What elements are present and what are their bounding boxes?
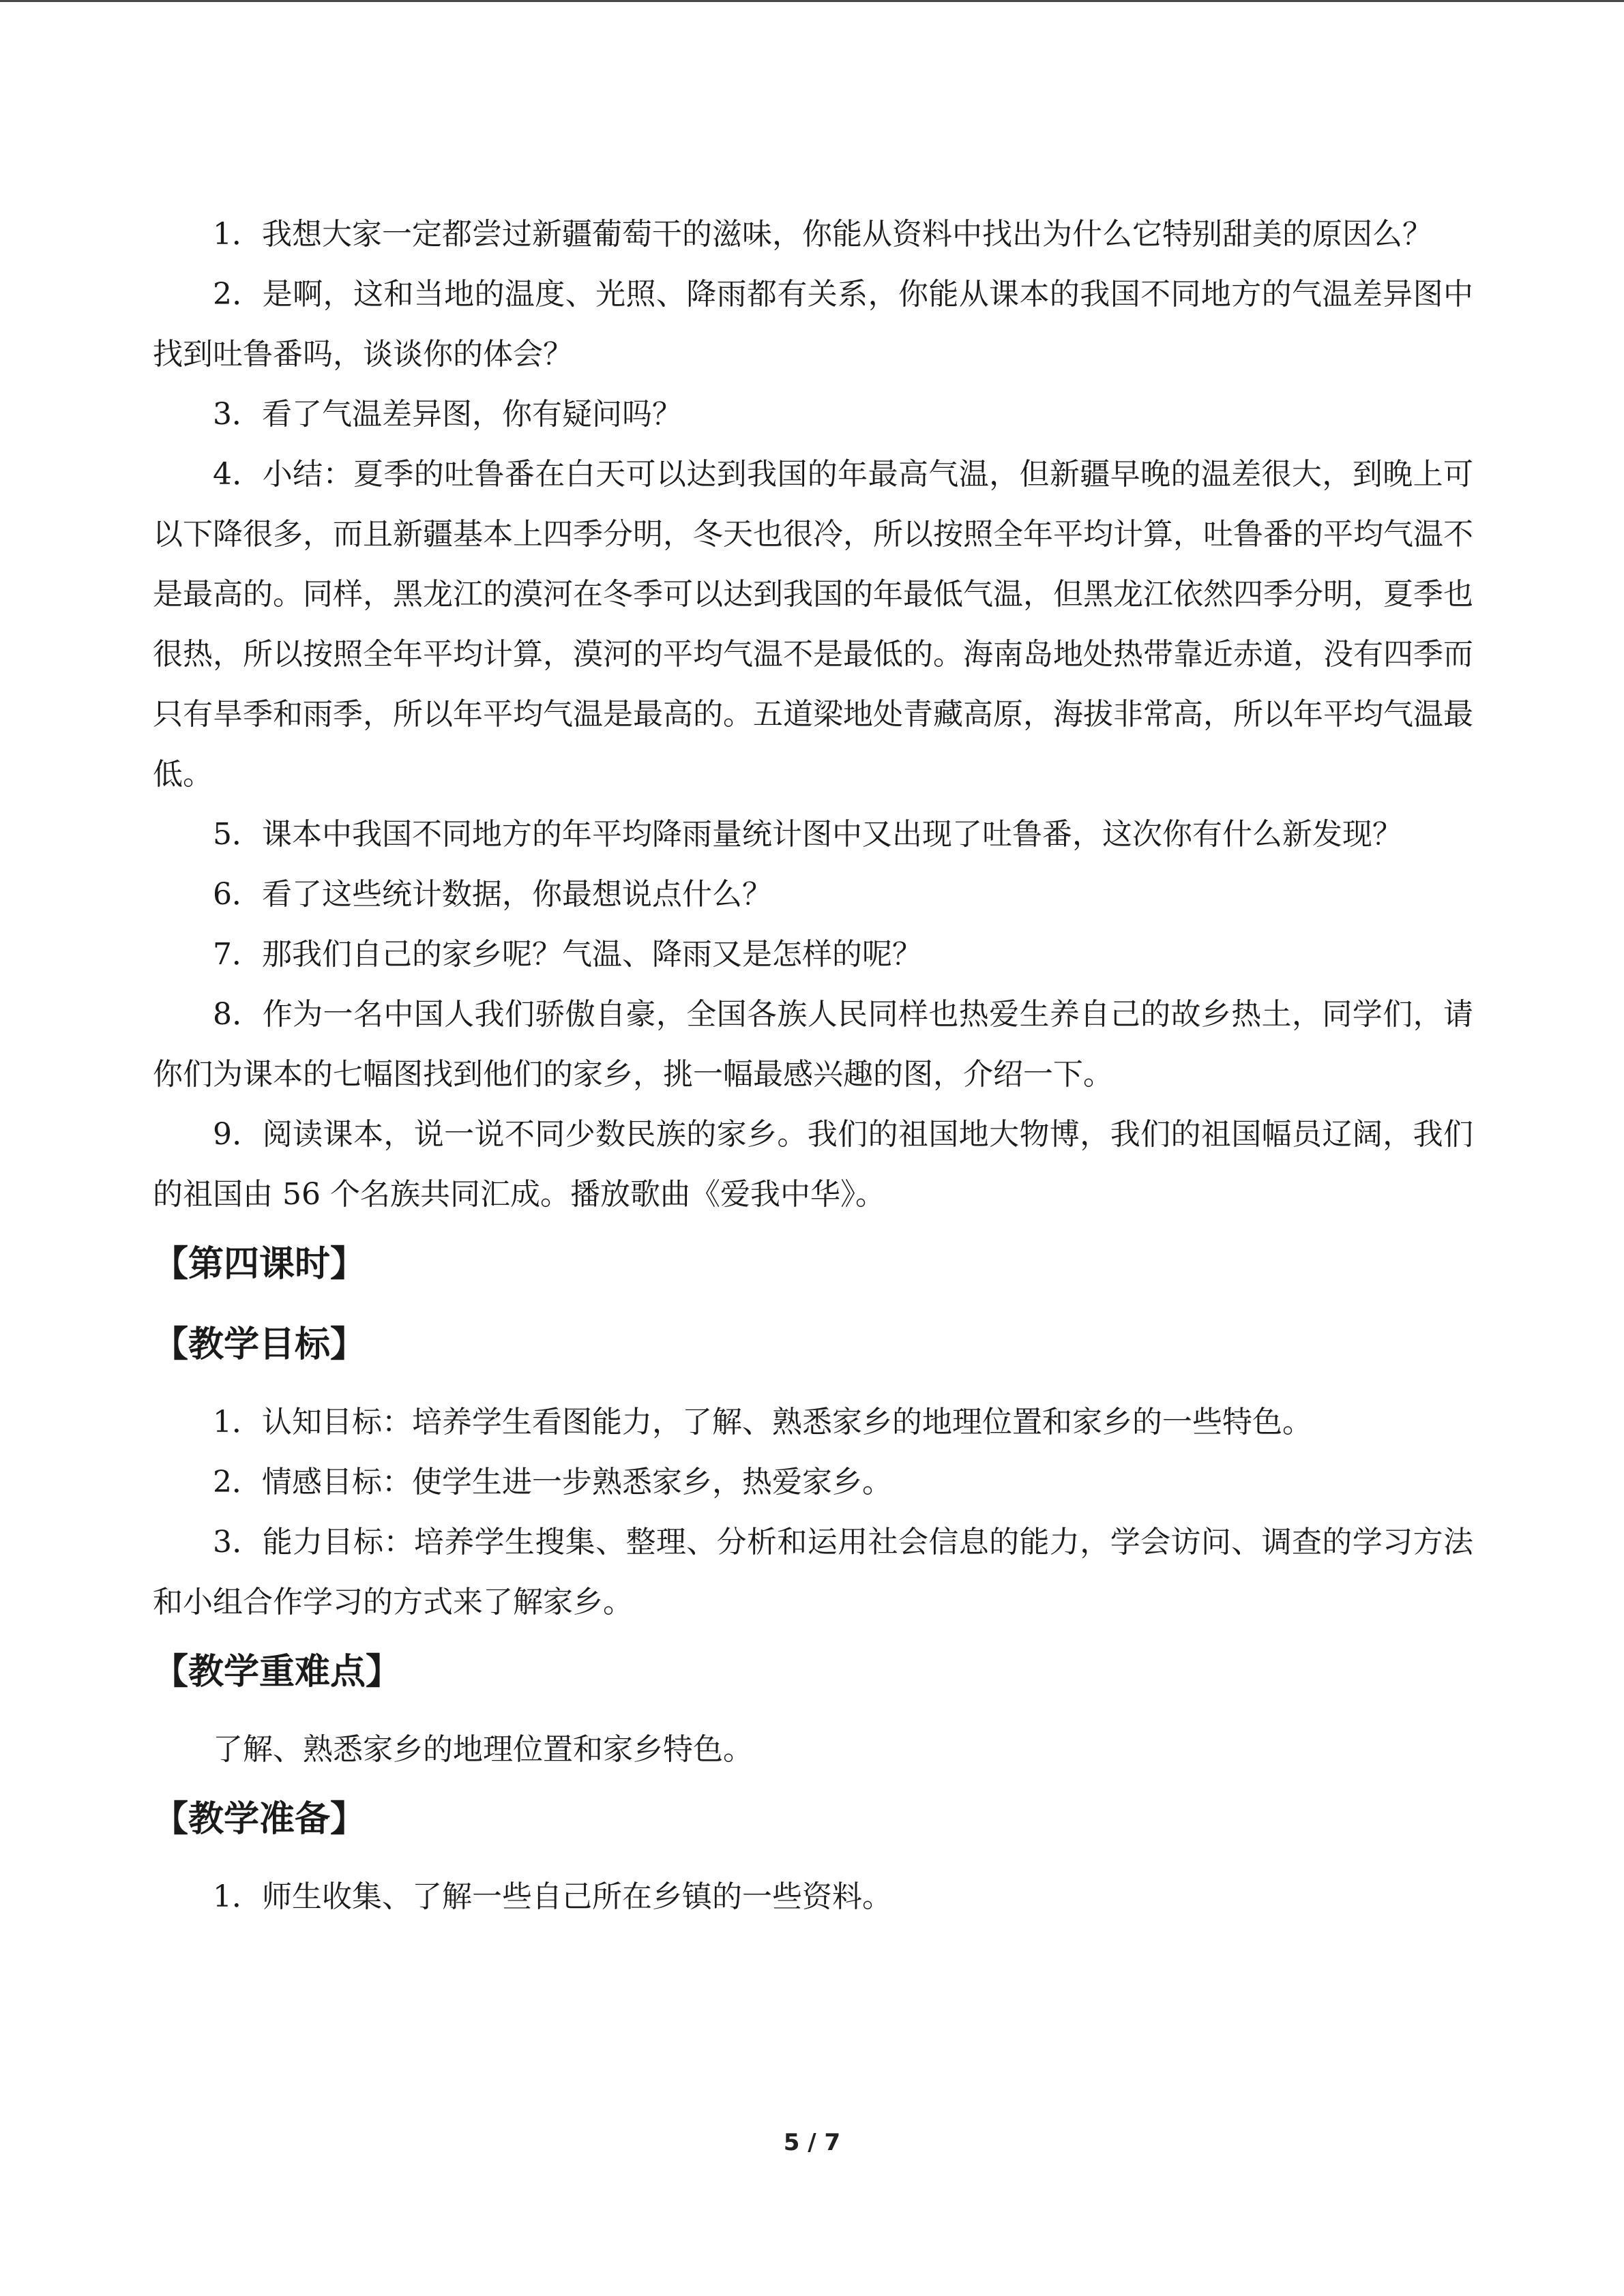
lesson3-item-7: 7．那我们自己的家乡呢？气温、降雨又是怎样的呢？ — [213, 937, 922, 972]
section-heading-goals: 【教学目标】 — [153, 1324, 366, 1365]
prep-item-1: 1．师生收集、了解一些自己所在乡镇的一些资料。 — [213, 1879, 892, 1914]
lesson3-item-5: 5．课本中我国不同地方的年平均降雨量统计图中又出现了吐鲁番，这次你有什么新发现？ — [213, 817, 1402, 852]
lesson3-item-9: 9．阅读课本，说一说不同少数民族的家乡。我们的祖国地大物博，我们的祖国幅员辽阔，我们的祖国由 56 个名族共同汇成。播放歌曲《爱我中华》。 — [153, 1117, 1473, 1212]
goal-item-3: 3．能力目标：培养学生搜集、整理、分析和运用社会信息的能力，学会访问、调查的学习方法和小组合作学习的方式来了解家乡。 — [153, 1525, 1473, 1620]
page-number: 5 / 7 — [783, 2129, 841, 2156]
lesson3-item-2: 2．是啊，这和当地的温度、光照、降雨都有关系，你能从课本的我国不同地方的气温差异图中找到吐鲁番吗，谈谈你的体会？ — [153, 277, 1473, 372]
section-heading-prep: 【教学准备】 — [153, 1799, 366, 1840]
lesson3-item-4: 4．小结：夏季的吐鲁番在白天可以达到我国的年最高气温，但新疆早晚的温差很大，到晚上可以下降很多，而且新疆基本上四季分明，冬天也很冷，所以按照全年平均计算，吐鲁番的平均气温不是最高的。同样，黑龙江的漠河在冬季可以达到我国的年最低气温，但黑龙江依然四季分明，夏季也很热，所以按照全年平均计算，漠河的平均气温不是最低的。海南岛地处热带靠近赤道，没有四季而只有旱季和雨季，所以年平均气温是最高的。五道梁地处青藏高原，海拔非常高，所以年平均气温最低。 — [153, 457, 1473, 792]
section-heading-keypoints: 【教学重难点】 — [153, 1652, 402, 1693]
goal-item-1: 1．认知目标：培养学生看图能力，了解、熟悉家乡的地理位置和家乡的一些特色。 — [213, 1405, 1312, 1440]
lesson3-item-1: 1．我想大家一定都尝过新疆葡萄干的滋味，你能从资料中找出为什么它特别甜美的原因么？ — [213, 217, 1432, 252]
lesson3-item-3: 3．看了气温差异图，你有疑问吗？ — [213, 397, 682, 432]
lesson3-item-6: 6．看了这些统计数据，你最想说点什么？ — [213, 877, 772, 912]
lesson3-item-8: 8．作为一名中国人我们骄傲自豪，全国各族人民同样也热爱生养自己的故乡热土，同学们，请你们为课本的七幅图找到他们的家乡，挑一幅最感兴趣的图，介绍一下。 — [153, 997, 1473, 1092]
goal-item-2: 2．情感目标：使学生进一步熟悉家乡，热爱家乡。 — [213, 1465, 892, 1500]
keypoints-text: 了解、熟悉家乡的地理位置和家乡特色。 — [213, 1732, 753, 1767]
top-border-line — [0, 0, 1624, 2]
page-content — [153, 205, 1473, 1927]
section-heading-lesson4: 【第四课时】 — [153, 1244, 366, 1285]
